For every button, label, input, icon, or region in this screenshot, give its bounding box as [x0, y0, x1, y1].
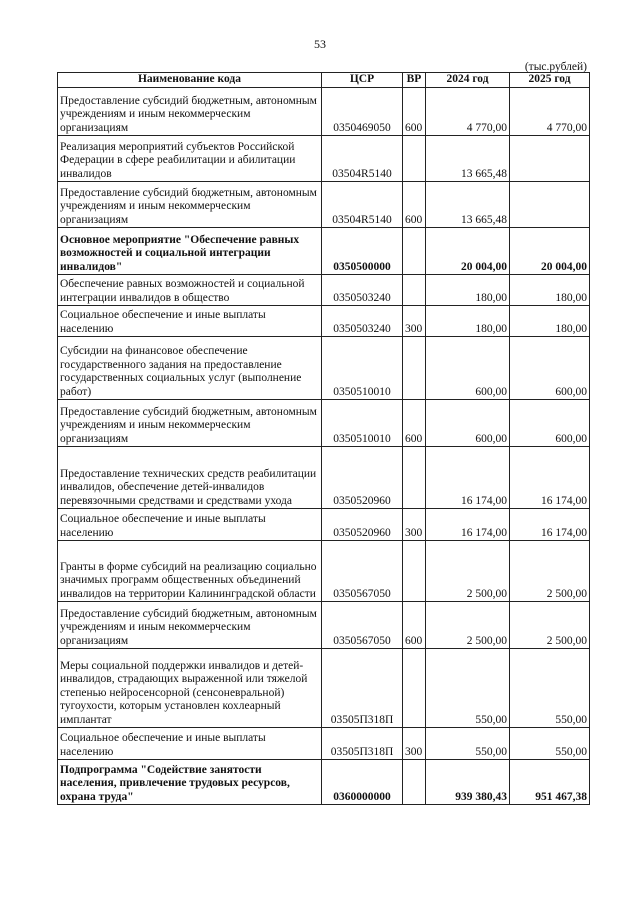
cell-y2024: 13 665,48 [426, 182, 510, 228]
cell-csr: 0350469050 [322, 88, 403, 136]
table-row [58, 88, 590, 136]
cell-vr: 300 [403, 509, 426, 541]
cell-vr [403, 447, 426, 509]
table-body [58, 88, 590, 805]
cell-y2025: 16 174,00 [510, 509, 590, 541]
cell-csr: 0350567050 [322, 541, 403, 602]
cell-y2025 [510, 182, 590, 228]
cell-y2024: 16 174,00 [426, 447, 510, 509]
cell-vr: 600 [403, 400, 426, 447]
table-header-row [58, 73, 590, 88]
cell-csr: 0360000000 [322, 760, 403, 805]
cell-csr: 0350520960 [322, 447, 403, 509]
cell-csr: 0350500000 [322, 228, 403, 275]
cell-y2024: 2 500,00 [426, 541, 510, 602]
table-row [58, 136, 590, 182]
table-row [58, 182, 590, 228]
cell-y2024: 2 500,00 [426, 602, 510, 649]
cell-csr: 03504R5140 [322, 136, 403, 182]
cell-name: Предоставление технических средств реабилитации инвалидов, обеспечение детей-инвалидов перевязочными средствами и средствами ухода [58, 447, 322, 509]
cell-y2025: 550,00 [510, 728, 590, 760]
cell-name: Гранты в форме субсидий на реализацию социально значимых программ общественных объединений инвалидов на территории Калининградской области [58, 541, 322, 602]
cell-name: Социальное обеспечение и иные выплаты населению [58, 728, 322, 760]
cell-vr: 600 [403, 88, 426, 136]
cell-y2025: 180,00 [510, 275, 590, 306]
cell-y2025: 4 770,00 [510, 88, 590, 136]
cell-csr: 0350510010 [322, 400, 403, 447]
cell-vr [403, 649, 426, 728]
column-header-2025: 2025 год [510, 73, 590, 88]
cell-y2025: 2 500,00 [510, 541, 590, 602]
cell-name: Предоставление субсидий бюджетным, автономным учреждениям и иным некоммерческим организациям [58, 602, 322, 649]
cell-y2024: 180,00 [426, 306, 510, 337]
table-row [58, 649, 590, 728]
table-row [58, 728, 590, 760]
cell-name: Подпрограмма "Содействие занятости населения, привлечение трудовых ресурсов, охрана труда" [58, 760, 322, 805]
cell-name: Субсидии на финансовое обеспечение государственного задания на предоставление государственных социальных услуг (выполнение работ) [58, 337, 322, 400]
cell-csr: 0350520960 [322, 509, 403, 541]
cell-name: Предоставление субсидий бюджетным, автономным учреждениям и иным некоммерческим организациям [58, 400, 322, 447]
table-row [58, 541, 590, 602]
cell-name: Социальное обеспечение и иные выплаты населению [58, 509, 322, 541]
cell-y2024: 550,00 [426, 728, 510, 760]
table-row [58, 760, 590, 805]
cell-vr: 600 [403, 602, 426, 649]
cell-y2024: 600,00 [426, 400, 510, 447]
cell-y2025: 951 467,38 [510, 760, 590, 805]
cell-y2025: 600,00 [510, 337, 590, 400]
cell-vr: 300 [403, 728, 426, 760]
table-row [58, 400, 590, 447]
cell-vr [403, 541, 426, 602]
cell-y2024: 180,00 [426, 275, 510, 306]
cell-y2025: 20 004,00 [510, 228, 590, 275]
column-header-2024: 2024 год [426, 73, 510, 88]
cell-vr [403, 228, 426, 275]
cell-csr: 0350510010 [322, 337, 403, 400]
cell-csr: 03505П318П [322, 728, 403, 760]
cell-name: Основное мероприятие "Обеспечение равных возможностей и социальной интеграции инвалидов" [58, 228, 322, 275]
cell-name: Предоставление субсидий бюджетным, автономным учреждениям и иным некоммерческим организациям [58, 182, 322, 228]
table-row [58, 509, 590, 541]
table-row [58, 447, 590, 509]
cell-y2025: 550,00 [510, 649, 590, 728]
units-label: (тыс.рублей) [524, 61, 587, 73]
cell-y2024: 600,00 [426, 337, 510, 400]
cell-vr: 600 [403, 182, 426, 228]
cell-y2024: 16 174,00 [426, 509, 510, 541]
table-row [58, 306, 590, 337]
cell-name: Предоставление субсидий бюджетным, автономным учреждениям и иным некоммерческим организациям [58, 88, 322, 136]
cell-csr: 03504R5140 [322, 182, 403, 228]
table-row [58, 228, 590, 275]
cell-vr [403, 760, 426, 805]
cell-name: Обеспечение равных возможностей и социальной интеграции инвалидов в общество [58, 275, 322, 306]
column-header-name: Наименование кода [58, 73, 322, 88]
cell-csr: 0350567050 [322, 602, 403, 649]
table-row [58, 337, 590, 400]
cell-y2025: 180,00 [510, 306, 590, 337]
cell-y2024: 13 665,48 [426, 136, 510, 182]
cell-vr [403, 275, 426, 306]
cell-name: Социальное обеспечение и иные выплаты населению [58, 306, 322, 337]
cell-vr [403, 136, 426, 182]
cell-y2025 [510, 136, 590, 182]
cell-vr: 300 [403, 306, 426, 337]
cell-name: Реализация мероприятий субъектов Российской Федерации в сфере реабилитации и абилитации инвалидов [58, 136, 322, 182]
cell-vr [403, 337, 426, 400]
cell-y2025: 16 174,00 [510, 447, 590, 509]
cell-y2024: 4 770,00 [426, 88, 510, 136]
table-row [58, 275, 590, 306]
cell-csr: 0350503240 [322, 275, 403, 306]
cell-y2024: 20 004,00 [426, 228, 510, 275]
cell-y2024: 939 380,43 [426, 760, 510, 805]
cell-csr: 0350503240 [322, 306, 403, 337]
cell-y2024: 550,00 [426, 649, 510, 728]
cell-y2025: 2 500,00 [510, 602, 590, 649]
page-number: 53 [314, 37, 326, 51]
budget-table [57, 72, 590, 805]
cell-csr: 03505П318П [322, 649, 403, 728]
column-header-csr: ЦСР [322, 73, 403, 88]
cell-name: Меры социальной поддержки инвалидов и детей-инвалидов, страдающих выраженной или тяжелой степенью нейросенсорной (сенсоневральной) тугоухости, которым установлен кохлеарный имплантат [58, 649, 322, 728]
column-header-vr: ВР [403, 73, 426, 88]
cell-y2025: 600,00 [510, 400, 590, 447]
table-row [58, 602, 590, 649]
